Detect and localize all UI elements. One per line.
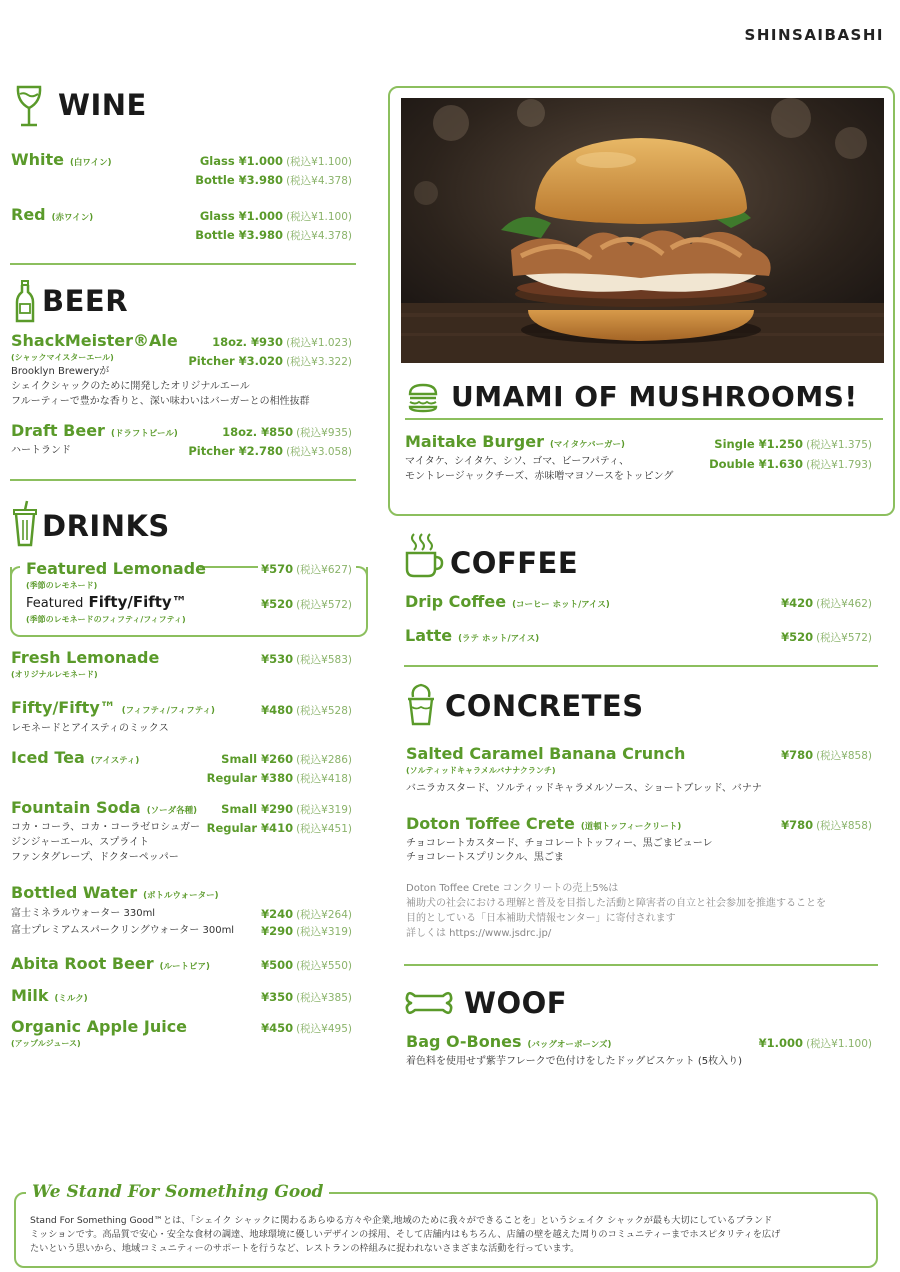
coffee-title: COFFEE [450,546,579,580]
fountain-soda-desc-3: ファンタグレープ、ドクターペッパー [11,852,179,863]
divider [10,479,356,481]
beer-draft-pitcher-price: Pitcher ¥2.780 (税込¥3.058) [188,444,352,458]
apple-juice-jp: (アップルジュース) [11,1039,81,1048]
footer-text-3: たいという思いから、地域コミュニティーのサポートを行うなど、レストランの枠組みに捉われないさまざまな活動を行っています。 [30,1243,580,1254]
featured-burger-headline: UMAMI OF MUSHROOMS! [451,380,858,413]
divider [405,418,883,420]
fresh-lemonade-name: Fresh Lemonade [11,648,160,667]
salted-caramel-desc: バニラカスタード、ソルティッドキャラメルソース、ショートブレッド、バナナ [406,783,762,794]
footer-text-1: Stand For Something Good™とは、「シェイク シャックに関わるあらゆる方々や企業,地域のために我々ができることを」というシェイク シャックが最も大切にしているブランド [30,1215,773,1226]
beer-shackmeister-pitcher-price: Pitcher ¥3.020 (税込¥3.322) [188,354,352,368]
iced-tea-name: Iced Tea (アイスティ) [11,748,140,767]
beer-draft-desc: ハートランド [11,445,71,456]
beer-shackmeister-desc-2: シェイクシャックのために開発したオリジナルエール [11,381,250,392]
divider [404,964,878,966]
featured-box-top-mid [200,566,258,568]
wine-red-name: Red (赤ワイン) [11,205,94,224]
drink-cup-icon [12,500,38,548]
maitake-desc-2: モントレージャックチーズ、赤味噌マヨソースをトッピング [405,471,674,482]
root-beer-price: ¥500 (税込¥550) [261,958,352,972]
wine-red-glass-price: Glass ¥1.000 (税込¥1.100) [199,209,352,223]
featured-lemonade-name: Featured Lemonade [26,559,206,578]
featured-lemonade-jp: (季節のレモネード) [26,581,98,590]
wine-white-glass-price: Glass ¥1.000 (税込¥1.100) [199,154,352,168]
salted-caramel-name: Salted Caramel Banana Crunch [406,744,686,763]
donation-note-2: 補助犬の社会における理解と普及を目指した活動と障害者の自立と社会参加を推進することを [406,898,826,909]
bottled-water-line-1: 富士ミネラルウォーター 330ml [11,908,156,919]
fountain-soda-desc-1: コカ・コーラ、コカ・コーラゼロシュガー [11,822,200,833]
bag-o-bones-name: Bag O-Bones (バッグオーボーンズ) [406,1032,612,1051]
bottled-water-line-2: 富士プレミアムスパークリングウォーター 300ml [11,925,235,936]
wine-glass-icon [14,84,44,130]
maitake-burger-name: Maitake Burger (マイタケバーガー) [405,432,625,451]
fiftyfifty-price: ¥480 (税込¥528) [261,703,352,717]
beer-title: BEER [42,284,129,318]
burger-photo [401,98,884,363]
fountain-soda-desc-2: ジンジャーエール、スプライト [11,837,149,848]
beer-draft-name: Draft Beer (ドラフトビール) [11,421,178,440]
wine-white-name: White (白ワイン) [11,150,112,169]
beer-shackmeister-name: ShackMeister®Ale [11,331,178,350]
dog-bone-icon [404,988,454,1018]
maitake-desc-1: マイタケ、シイタケ、シソ、ゴマ、ビーフパティ、 [405,456,630,467]
wine-white-bottle-price: Bottle ¥3.980 (税込¥4.378) [195,173,352,187]
fresh-lemonade-jp: (オリジナルレモネード) [11,670,98,679]
salted-caramel-price: ¥780 (税込¥858) [781,748,872,762]
woof-title: WOOF [464,986,568,1020]
beer-shackmeister-18oz-price: 18oz. ¥930 (税込¥1.023) [212,335,352,349]
doton-toffee-desc-2: チョコレートスプリンクル、黒ごま [406,852,564,863]
salted-caramel-jp: (ソルティッドキャラメルバナナクランチ) [406,766,556,775]
milk-name: Milk (ミルク) [11,986,88,1005]
footer-text-2: ミッションです。高品質で安心・安全な食材の調達、地球環境に優しいデザインの採用、そして店舗内はもちろん、店舗の壁を越えた周りのコミュニティーまでホスピタリティを広げ [30,1229,781,1240]
location-label: SHINSAIBASHI [744,26,884,44]
featured-fiftyfifty-price: ¥520 (税込¥572) [261,597,352,611]
doton-toffee-price: ¥780 (税込¥858) [781,818,872,832]
doton-toffee-name: Doton Toffee Crete (道頓トッフィークリート) [406,814,682,833]
drip-coffee-price: ¥420 (税込¥462) [781,596,872,610]
fresh-lemonade-price: ¥530 (税込¥583) [261,652,352,666]
apple-juice-price: ¥450 (税込¥495) [261,1021,352,1035]
iced-tea-small-price: Small ¥260 (税込¥286) [221,752,352,766]
beer-draft-18oz-price: 18oz. ¥850 (税込¥935) [222,425,352,439]
burger-icon [407,383,439,413]
iced-tea-regular-price: Regular ¥380 (税込¥418) [206,771,352,785]
concrete-cup-icon [406,683,436,727]
fountain-soda-small-price: Small ¥290 (税込¥319) [221,802,352,816]
divider [10,263,356,265]
wine-title: WINE [58,88,147,122]
apple-juice-name: Organic Apple Juice [11,1017,188,1036]
wine-red-bottle-price: Bottle ¥3.980 (税込¥4.378) [195,228,352,242]
drinks-title: DRINKS [42,509,170,543]
drip-coffee-name: Drip Coffee (コーヒー ホット/アイス) [405,592,610,611]
bottled-water-name: Bottled Water (ボトルウォーター) [11,883,219,902]
maitake-single-price: Single ¥1.250 (税込¥1.375) [714,437,872,451]
featured-lemonade-price: ¥570 (税込¥627) [261,562,352,576]
beer-shackmeister-jp: (シャックマイスターエール) [11,353,114,362]
beer-bottle-icon [14,280,36,324]
bag-o-bones-desc: 着色料を使用せず紫芋フレークで色付けをしたドッグビスケット (5枚入り) [406,1056,743,1067]
fiftyfifty-name: Fifty/Fifty™ (フィフティ/フィフティ) [11,698,215,717]
bag-o-bones-price: ¥1.000 (税込¥1.100) [758,1036,872,1050]
latte-price: ¥520 (税込¥572) [781,630,872,644]
fountain-soda-regular-price: Regular ¥410 (税込¥451) [206,821,352,835]
footer-title: We Stand For Something Good [26,1182,329,1202]
bottled-water-line-1-price: ¥240 (税込¥264) [261,907,352,921]
donation-note-1: Doton Toffee Crete コンクリートの売上5%は [406,883,619,894]
featured-fiftyfifty-name: Featured Fifty/Fifty™ [26,593,187,611]
fountain-soda-name: Fountain Soda (ソーダ各種) [11,798,197,817]
bottled-water-line-2-price: ¥290 (税込¥319) [261,924,352,938]
divider [404,665,878,667]
donation-note-4: 詳しくは https://www.jsdrc.jp/ [406,928,552,939]
coffee-mug-icon [404,532,444,578]
fiftyfifty-desc: レモネードとアイスティのミックス [11,723,169,734]
maitake-double-price: Double ¥1.630 (税込¥1.793) [709,457,872,471]
milk-price: ¥350 (税込¥385) [261,990,352,1004]
beer-shackmeister-desc-3: フルーティーで豊かな香りと、深い味わいはバーガーとの相性抜群 [11,396,310,407]
concretes-title: CONCRETES [445,689,644,723]
root-beer-name: Abita Root Beer (ルートビア) [11,954,210,973]
beer-shackmeister-desc-1: Brooklyn Breweryが [11,366,110,377]
featured-fiftyfifty-jp: (季節のレモネードのフィフティ/フィフティ) [26,615,186,624]
latte-name: Latte (ラテ ホット/アイス) [405,626,540,645]
doton-toffee-desc-1: チョコレートカスタード、チョコレートトッフィー、黒ごまピューレ [406,838,713,849]
donation-note-3: 目的としている「日本補助犬情報センター」に寄付されます [406,913,676,924]
